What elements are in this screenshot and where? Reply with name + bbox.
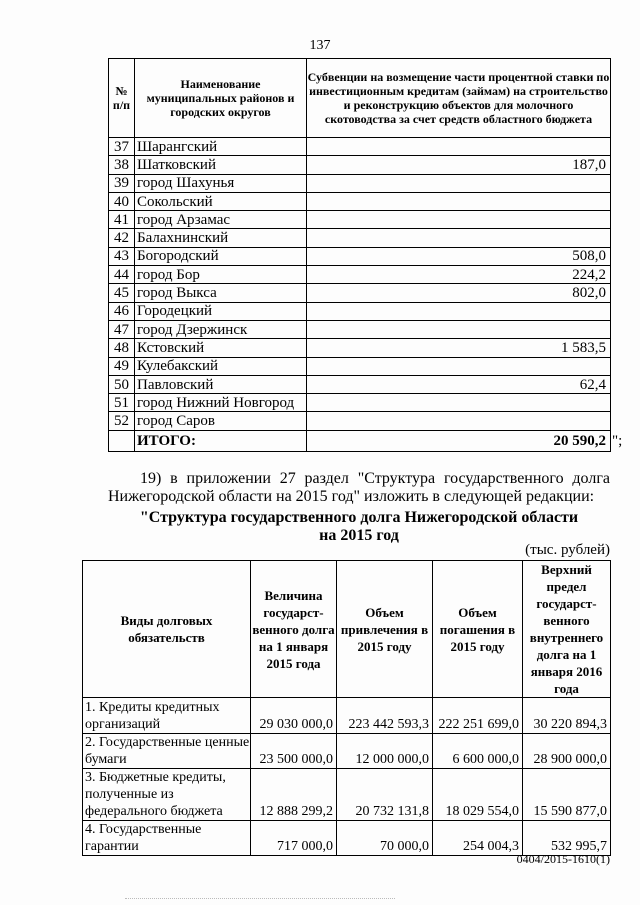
debt-repay-value: 6 600 000,0	[433, 734, 523, 769]
header-debt-limit: Верхний предел государст-венного внутреннего долга на 1 января 2016 года	[523, 561, 611, 698]
subsidy-value	[307, 192, 611, 210]
total-label: ИТОГО:	[135, 430, 307, 451]
table-row	[83, 698, 611, 734]
subsidy-table-header	[109, 59, 611, 138]
district-name: Балахнинский	[135, 229, 307, 247]
district-name: город Выкса	[135, 284, 307, 302]
district-name: город Арзамас	[135, 211, 307, 229]
subsidy-value: 1 583,5	[307, 339, 611, 357]
district-name: город Шахунья	[135, 174, 307, 192]
subsidy-value: 62,4	[307, 375, 611, 393]
table-row	[109, 375, 611, 393]
header-debt-borrow: Объем привлечения в 2015 году	[337, 561, 433, 698]
table-row	[109, 192, 611, 210]
debt-type-label: 1. Кредиты кредитных организаций	[83, 698, 251, 734]
debt-type-label: 2. Государственные ценные бумаги	[83, 734, 251, 769]
row-number: 44	[109, 266, 135, 284]
district-name: город Бор	[135, 266, 307, 284]
subsidy-value	[307, 138, 611, 156]
debt-borrow-value: 223 442 593,3	[337, 698, 433, 734]
row-number: 41	[109, 211, 135, 229]
subsidy-value: 508,0	[307, 247, 611, 265]
row-number: 43	[109, 247, 135, 265]
total-value: 20 590,2	[307, 430, 611, 451]
units-label: (тыс. рублей)	[525, 542, 610, 558]
subsidy-value	[307, 174, 611, 192]
subsidy-value: 802,0	[307, 284, 611, 302]
district-name: Павловский	[135, 375, 307, 393]
row-number: 50	[109, 375, 135, 393]
table-row	[109, 174, 611, 192]
row-number: 38	[109, 156, 135, 174]
table-row	[83, 769, 611, 821]
table-row	[83, 821, 611, 856]
debt-structure-table	[82, 560, 611, 856]
table-row	[83, 734, 611, 769]
table-row	[109, 247, 611, 265]
debt-borrow-value: 20 732 131,8	[337, 769, 433, 821]
district-name: город Дзержинск	[135, 320, 307, 338]
subsidy-value	[307, 394, 611, 412]
debt-limit-value: 28 900 000,0	[523, 734, 611, 769]
district-name: город Саров	[135, 412, 307, 430]
table-row	[109, 266, 611, 284]
subsidy-value	[307, 320, 611, 338]
subsidy-value: 224,2	[307, 266, 611, 284]
table-row	[109, 138, 611, 156]
closing-quote: ";	[612, 433, 623, 449]
scan-artifact-line	[125, 898, 395, 900]
debt-borrow-value: 70 000,0	[337, 821, 433, 856]
debt-start-value: 23 500 000,0	[251, 734, 337, 769]
debt-limit-value: 15 590 877,0	[523, 769, 611, 821]
header-num: № п/п	[109, 59, 135, 138]
header-debt-type: Виды долговых обязательств	[83, 561, 251, 698]
district-name: Городецкий	[135, 302, 307, 320]
amendment-paragraph-line2: Нижегородской области на 2015 год" изложить в следующей редакции:	[108, 488, 595, 505]
debt-limit-value: 532 995,7	[523, 821, 611, 856]
debt-type-label: 3. Бюджетные кредиты, полученные из федерального бюджета	[83, 769, 251, 821]
row-number: 45	[109, 284, 135, 302]
table-row	[109, 412, 611, 430]
subsidy-table	[108, 58, 611, 452]
district-name: Шарангский	[135, 138, 307, 156]
district-name: Кулебакский	[135, 357, 307, 375]
table-row	[109, 394, 611, 412]
document-code: 0404/2015-1610(1)	[516, 852, 610, 866]
total-num-cell	[109, 430, 135, 451]
header-name: Наименование муниципальных районов и городских округов	[135, 59, 307, 138]
debt-table-header	[83, 561, 611, 698]
page-number: 137	[309, 38, 331, 53]
row-number: 52	[109, 412, 135, 430]
debt-repay-value: 254 004,3	[433, 821, 523, 856]
debt-start-value: 12 888 299,2	[251, 769, 337, 821]
debt-start-value: 29 030 000,0	[251, 698, 337, 734]
district-name: Кстовский	[135, 339, 307, 357]
debt-borrow-value: 12 000 000,0	[337, 734, 433, 769]
amendment-paragraph-line1: 19) в приложении 27 раздел "Структура государственного долга	[140, 470, 610, 487]
district-name: город Нижний Новгород	[135, 394, 307, 412]
row-number: 40	[109, 192, 135, 210]
header-debt-start: Величина государст-венного долга на 1 января 2015 года	[251, 561, 337, 698]
table-row	[109, 229, 611, 247]
subsidy-value	[307, 229, 611, 247]
district-name: Сокольский	[135, 192, 307, 210]
subsidy-value	[307, 412, 611, 430]
subsidy-value	[307, 302, 611, 320]
debt-type-label: 4. Государственные гарантии	[83, 821, 251, 856]
row-number: 39	[109, 174, 135, 192]
row-number: 46	[109, 302, 135, 320]
debt-start-value: 717 000,0	[251, 821, 337, 856]
table-row	[109, 302, 611, 320]
subsidy-value	[307, 357, 611, 375]
row-number: 47	[109, 320, 135, 338]
row-number: 48	[109, 339, 135, 357]
header-subsidy: Субвенции на возмещение части процентной ставки по инвестиционным кредитам (займам) на строительство и реконструкцию объектов для молочного скотоводства за счет средств областного бюджета	[307, 59, 611, 138]
debt-limit-value: 30 220 894,3	[523, 698, 611, 734]
subsidy-value: 187,0	[307, 156, 611, 174]
subsidy-value	[307, 211, 611, 229]
district-name: Богородский	[135, 247, 307, 265]
table-row	[109, 284, 611, 302]
table-row	[109, 357, 611, 375]
header-debt-repay: Объем погашения в 2015 году	[433, 561, 523, 698]
debt-structure-title-year: на 2015 год	[319, 527, 399, 544]
debt-repay-value: 18 029 554,0	[433, 769, 523, 821]
table-row	[109, 320, 611, 338]
debt-structure-title: "Структура государственного долга Нижегородской области	[139, 509, 579, 526]
table-row	[109, 211, 611, 229]
table-row	[109, 339, 611, 357]
total-row	[109, 430, 611, 451]
row-number: 42	[109, 229, 135, 247]
row-number: 49	[109, 357, 135, 375]
row-number: 51	[109, 394, 135, 412]
table-row	[109, 156, 611, 174]
row-number: 37	[109, 138, 135, 156]
district-name: Шатковский	[135, 156, 307, 174]
debt-repay-value: 222 251 699,0	[433, 698, 523, 734]
